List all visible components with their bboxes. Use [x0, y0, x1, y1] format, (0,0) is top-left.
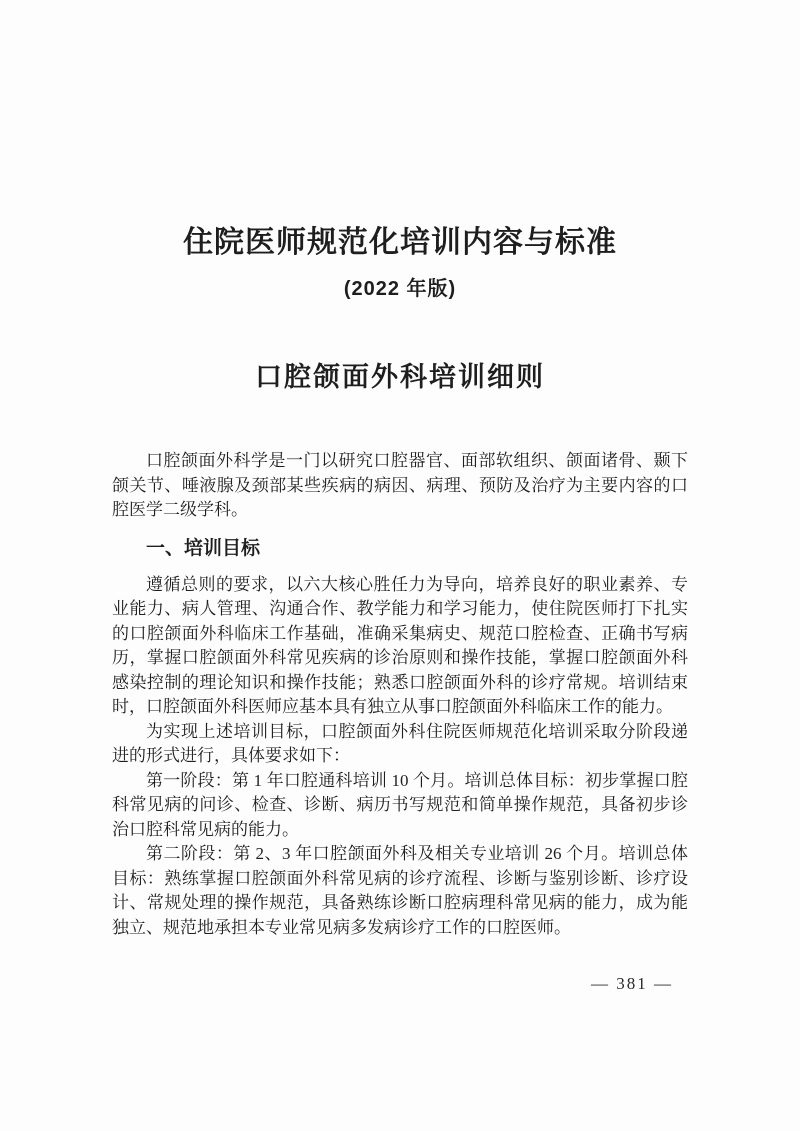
section-heading-training-objectives: 一、培训目标 — [146, 537, 261, 559]
body-text — [112, 449, 688, 940]
edition-subtitle: (2022 年版) — [343, 278, 457, 300]
page-header — [112, 225, 688, 394]
intro-paragraph: 口腔颌面外科学是一门以研究口腔器官、面部软组织、颌面诸骨、颞下颌关节、唾液腺及颈部某些疾病的病因、病理、预防及治疗为主要内容的口腔医学二级学科。 — [112, 451, 688, 519]
paragraph-stage-one: 第一阶段：第 1 年口腔通科培训 10 个月。培训总体目标：初步掌握口腔科常见病的问诊、检查、诊断、病历书写规范和简单操作规范，具备初步诊治口腔科常见病的能力。 — [112, 770, 688, 839]
page-number: — 381 — — [591, 974, 673, 993]
paragraph-stage-two: 第二阶段：第 2、3 年口腔颌面外科及相关专业培训 26 个月。培训总体目标：熟练掌握口腔颌面外科常见病的诊疗流程、诊断与鉴别诊断、诊疗设计、常规处理的操作规范，具备熟练诊断口腔病理科常见病的能力，成为能独立、规范地承担本专业常见病多发病诊疗工作的口腔医师。 — [112, 844, 688, 937]
paragraph-staged-training: 为实现上述培训目标，口腔颌面外科住院医师规范化培训采取分阶段递进的形式进行，具体要求如下： — [112, 721, 688, 765]
chapter-title: 口腔颌面外科培训细则 — [255, 362, 545, 392]
paragraph-training-goal: 遵循总则的要求，以六大核心胜任力为导向，培养良好的职业素养、专业能力、病人管理、沟通合作、教学能力和学习能力，使住院医师打下扎实的口腔颌面外科临床工作基础，准确采集病史、规范口腔检查、正确书写病历，掌握口腔颌面外科常见疾病的诊治原则和操作技能，掌握口腔颌面外科感染控制的理论知识和操作技能；熟悉口腔颌面外科的诊疗常规。培训结束时，口腔颌面外科医师应基本具有独立从事口腔颌面外科临床工作的能力。 — [112, 574, 688, 716]
document-title: 住院医师规范化培训内容与标准 — [183, 226, 617, 259]
